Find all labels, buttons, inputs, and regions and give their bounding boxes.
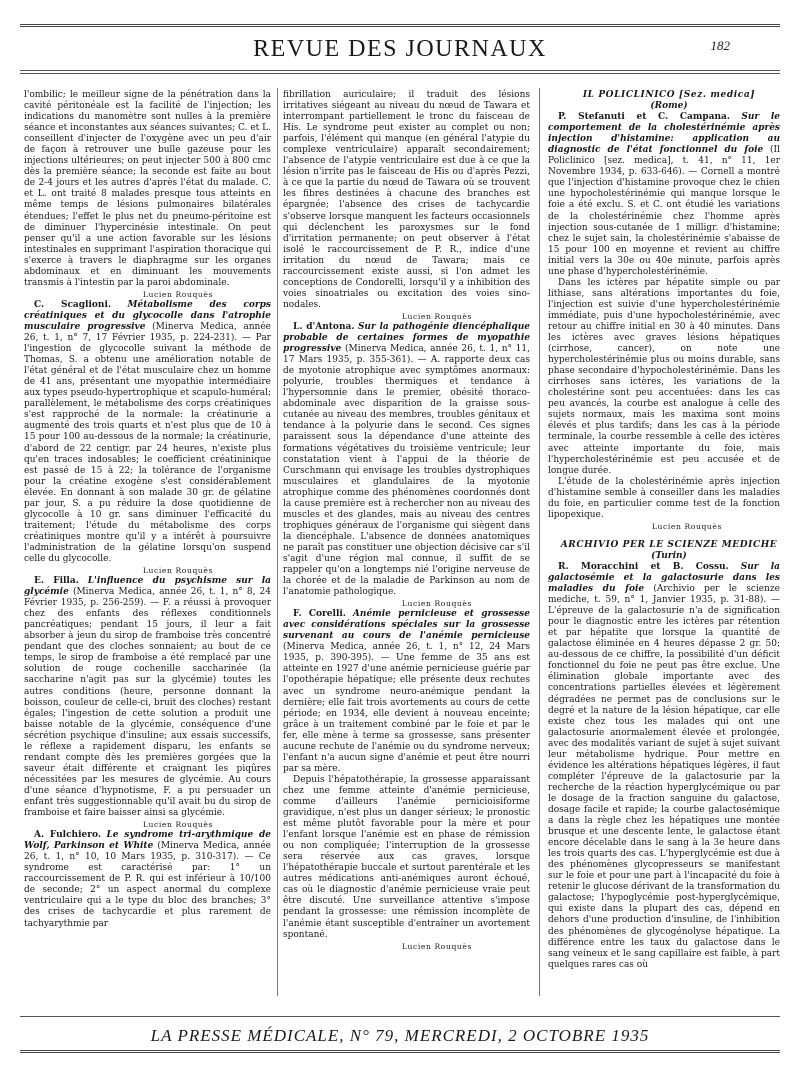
column-1 (24, 90, 271, 930)
article-author: A. Fulchiero. (34, 830, 101, 841)
article-reference: (Minerva Medica, année 26, t. 1, n° 10, 10 Mars 1935, p. 310-317). (24, 841, 271, 863)
journal-city: (Turin) (651, 550, 687, 561)
article-entry (283, 609, 530, 775)
article-title: L'influence du psychisme sur la glycémie (24, 576, 271, 598)
article-paragraph: Depuis l'hépatothérapie, la grossesse apparaissant chez une femme atteinte d'anémie pernicieuse, comme d'ailleurs l'anémie pernicioisiforme gravidique, n'est plus un danger sérieux; le pronostic est même plutôt favorable pour la mère et pour l'enfant lorsque l'anémie est en phase de rémission ou non compliquée; l'interruption de la grossesse sera réservée aux cas graves, lorsque l'hépatothérapie buccale et surtout parentérale et les autres médications anti-anémiques auront échoué, cas où le diagnostic d'anémie pernicieuse vraie peut être discuté. Une surveillance attentive s'impose pendant la grossesse: une rémission incomplète de l'anémie étant susceptible d'entraîner un avortement spontané. (283, 774, 530, 940)
signature: Lucien Rouquès (142, 289, 213, 299)
signature: Lucien Rouquès (142, 820, 213, 830)
article-title: Le syndrome tri-arythmique de Wolf, Parkinson et White (24, 830, 271, 852)
article-entry (283, 322, 530, 598)
article-author: P. Stefanuti et C. Campana. (558, 112, 730, 123)
article-author: R. Moracchini et B. Cossu. (558, 561, 729, 572)
article-body: — Par l'ingestion de glycocolle suivant la méthode de Thomas, S. a obtenu une amélioration notable de l'état général et de l'état musculaire chez un homme de 41 ans, présentant une myopathie intermédiaire aux types pseudo-hypertrophique et scapulo-huméral; parallèlement, le métabolisme des corps créatiniques s'est rapproché de la normale: la créatinurie a augmenté des trois quarts et n'est plus que de 10 à 15 pour 100 au-dessous de la normale; la créatinurie, d'abord de 22 centigr. par 24 heures, n'existe plus qu'en traces indosables; le coefficient créatininique est passé de 15 à 22; la tolérance de l'organisme pour la créatine exogène s'est considérablement élevée. En donnant à son malade 30 gr. de gélatine par jour, S. a pu réduire la dose quotidienne de glycocolle à 10 gr. sans diminuer l'efficacité du traitement; l'étude du métabolisme des corps créatiniques montre qu'il y a intérêt à poursuivre l'administration de la gélatine lorsqu'on suspend celle du glycocolle. (24, 333, 271, 564)
article-title: Sur le comportement de la cholestérinémie après injection d'histamine: application au diagnostic de l'état fonctionnel du foie (548, 112, 780, 156)
footer-rule (20, 1016, 780, 1017)
column-3 (548, 90, 780, 971)
header-rule-2 (20, 73, 780, 74)
article-body: — Ce syndrome est caractérisé par: 1° un raccourcissement de P. R. qui est inférieur à 10/100 de seconde; 2° un aspect anormal du complexe ventriculaire qui a le type du bloc des branches; 3° des crises de tachycardie et plus rarement de tachyarythmie par (24, 852, 271, 929)
journal-name: ARCHIVIO PER LE SCIENZE MEDICHE (560, 539, 778, 550)
article-author: C. Scaglioni. (34, 299, 111, 310)
article-entry (548, 112, 780, 278)
article-body: — F. a réussi à provoquer chez des enfants des réflexes conditionnels pancréatiques; pendant 15 jours, il leur a fait absorber à jeun du sirop de framboise très concentré pendant que des cloches sonnaient; au bout de ce temps, le sirop de framboise a été remplacé par une solution de rouge cochenille saccharinée (la saccharine n'agit pas sur la glycémie) toutes les autres conditions (heure, personne donnant la boisson, couleur de celle-ci, bruit des cloches) restant égales; l'ingestion de cette solution a produit une baisse notable de la glycémie, conséquence d'une sécrétion psychique d'insuline; aux essais successifs, le réflexe a rapidement disparu, les enfants se rendant compte dès les premières gorgées que la saveur était différente et craignant les piqûres nécessitées par les mesures de glycémie. Au cours d'une séance d'hypnotisme, F. a pu persuader un enfant très suggestionnable qu'il avait bu du sirop de framboise et faire baisser ainsi sa glycémie. (24, 598, 271, 819)
article-entry (548, 562, 780, 971)
column-divider (539, 88, 540, 996)
page-header (0, 36, 800, 64)
article-body: — Une femme de 35 ans est atteinte en 1927 d'une anémie pernicieuse guérie par l'opothérapie hépatique; elle présente deux rechutes avec un syndrome neuro-anémique pendant la dernière; elle fait trois avortements au cours de cette période; en 1934, elle devient à nouveau enceinte; grâce à un traitement combiné par le foie et par le fer, elle mène à terme sa grossesse, sans présenter aucune rechute de l'anémie ou du syndrome nerveux; l'enfant n'a aucun signe d'anémie et peut être nourri par sa mère. (283, 653, 530, 774)
article-title: Anémie pernicieuse et grossesse avec considérations spéciales sur la grossesse survenant au cours de l'anémie pernicieuse (283, 609, 530, 642)
signature: Lucien Rouquès (142, 566, 213, 576)
journal-city: (Rome) (650, 101, 688, 112)
column-2 (283, 90, 530, 952)
article-author: F. Corelli. (293, 609, 346, 620)
article-title: Sur la pathogénie diencéphalique probable de certaines formes de myopathie progressive (283, 321, 530, 355)
article-reference: (Minerva Medica, année 26, t. 1, n° 8, 24 Février 1935, p. 256-259). (24, 587, 271, 609)
article-body: — Cornell a montré que l'injection d'histamine provoque chez le chien une hypocholestérinémie qui manque lorsque le foie a été exclu. S. et C. ont étudié les variations de la cholestérinémie chez l'homme après injection sous-cutanée de 1 milligr. d'histamine; chez le sujet sain, la cholestérinémie s'abaisse de 15 pour 100 en moyenne et revient au chiffre initial vers la 30e ou 40e minute, parfois après une phase d'hypercholestérinémie. (548, 167, 780, 277)
continued-text: fibrillation auriculaire; il traduit des lésions irritatives siégeant au niveau du nœud de Tawara et interrompant partiellement le tronc du faisceau de His. Le syndrome peut exister au complet ou non; parfois, l'élément qui manque (en général l'atypie du complexe ventriculaire) apparaît secondairement; l'absence de l'atypie ventriculaire est due à ce que la lésion n'irrite pas le faisceau de His ou d'après Pezzi, à ce que la partie du nœud de Tawara où se trouvent les fibres destinées à chacune des branches est épargnée; l'absence des crises de tachycardie s'observe lorsque manquent les facteurs occasionnels qui déclenchent les paroxysmes sur le fond d'irritation permanente; on peut observer à l'état isolé le raccourcissement de P. R., indice d'une irritation du nœud de Tawara; mais ce raccourcissement existe aussi, si l'on admet les conceptions de Condorelli, lorsqu'il y a inhibition des voies sinoatriales ou excitation des voies sino-nodales. (283, 90, 530, 310)
article-title: Métabolisme des corps créatiniques et du glycocolle dans l'atrophie musculaire progressive (24, 299, 271, 332)
article-entry (24, 830, 271, 929)
page-footer: LA PRESSE MÉDICALE, N° 79, MERCREDI, 2 OCTOBRE 1935 (150, 1026, 650, 1045)
column-divider (277, 88, 278, 996)
article-entry (24, 300, 271, 565)
article-author: L. d'Antona. (293, 321, 355, 332)
signature: Lucien Rouquès (401, 311, 472, 321)
article-reference: (Archivio per le scienze mediche, t. 59, n° 1, Janvier 1935, p. 31-88). (548, 584, 780, 606)
signature: Lucien Rouquès (651, 521, 722, 531)
article-paragraph: L'étude de la cholestérinémie après injection d'histamine semble à conseiller dans les maladies du foie, en particulier comme test de la fonction lipopexique. (548, 476, 780, 520)
page-title: REVUE DES JOURNAUX (253, 36, 547, 62)
header-rule (20, 70, 780, 71)
article-title: Sur la galactosémie et la galactosurie dans les maladies du foie (548, 561, 781, 595)
top-rule (20, 24, 780, 27)
continued-text: l'ombilic; le meilleur signe de la pénétration dans la cavité péritonéale est la facilité de l'injection; les indications du manomètre sont nulles à la première séance et inconstantes aux séances suivantes; C. et L. conseillent d'injecter de l'oxygène avec un peu d'air de façon à retrouver une bulle gazeuse pour les injections ultérieures; on peut injecter 500 à 800 cmc dès la première séance; la seconde est faite au bout de 2-4 jours et les autres d'après l'état du malade. C. et L. ont traité 8 malades presque tous atteints en même temps de lésions pulmonaires bilatérales étendues; l'effet le plus net du pneumo-péritoine est de diminuer l'hypercinésie intestinale. On peut penser qu'il a une action favorable sur les lésions intestinales en supprimant l'aspiration thoracique qui s'exerce à travers le diaphragme sur les organes abdominaux et en diminuant les mouvements transmis à l'intestin par la paroi abdominale. (24, 90, 271, 288)
article-reference: (Il Policlinico [sez. medica], t. 41, n° 11, 1er Novembre 1934, p. 633-646). (548, 145, 780, 178)
article-body: — L'épreuve de la galactosurie n'a de signification pour le diagnostic entre les ictères par rétention et par hépatite que lorsque la quantité de galactose éliminée en 4 heures dépasse 2 gr. 50; au-dessous de ce chiffre, la possibilité d'un déficit fonctionnel du foie ne peut pas être exclue. Une élimination globale importante avec des concentrations partielles élevées et légèrement dégradées ne permet pas de conclusions sur le degré et la nature de la lésion hépatique, car elle existe chez tous les malades qui ont une galactosurie anormalement élevée et prolongée, avec des modalités variant de sujet à sujet suivant leur métabolisme hydrique. Pour mettre en évidence les altérations hépatiques légères, il faut compléter l'épreuve de la galactosurie par la recherche de la réaction hyperglycémique ou par le dosage de la fraction sanguine du galactose, dosage facile et rapide; la courbe galactosémique a dans la règle chez les hépatiques une montée brusque et une descente lente, le galactose étant encore décelable dans le sang à la 3e heure dans les trois quarts des cas. L'hyperglycémie est due à des phénomènes glycopresseurs se manifestant sur le foie et pour une part à l'incapacité du foie à retenir le glucose dérivant de la transformation du galactose; l'hypoglycémie post-hyperglycémique, qui existe dans la plupart des cas, dépend en dehors d'une production d'insuline, de l'inhibition des phénomènes de glycogénolyse hépatique. La différence entre les taux du galactose dans le sang veineux et le sang capillaire est faible, à part quelques rares cas où (548, 595, 781, 970)
journal-name: IL POLICLINICO [Sez. medica] (582, 90, 756, 100)
article-entry (24, 576, 271, 819)
article-author: E. Filla. (34, 576, 79, 587)
bottom-rule (20, 1050, 780, 1053)
signature: Lucien Rouquès (401, 599, 472, 609)
article-reference: (Minerva Medica, année 26, t. 1, n° 12, 24 Mars 1935, p. 390-395). (283, 642, 530, 664)
signature: Lucien Rouquès (401, 941, 472, 951)
article-paragraph: Dans les ictères par hépatite simple ou par lithiase, sans altérations importantes du foie, l'injection est suivie d'une hypercholestérinémie immédiate, puis d'une hypocholestérinémie, avec retour au chiffre initial en 30 à 40 minutes. Dans les ictères avec graves lésions hépatiques (cirrhose, cancer), on note une hypercholestérinémie plus ou moins durable, sans phase secondaire d'hypocholestérinémie. Dans les cirrhoses sans ictères, les variations de la cholestérine sont peu accentuées: dans les cas peu avancés, la courbe est analogue à celle des sujets normaux, mais les maxima sont moins élevés et plus tardifs; dans les cas à la période terminale, la courbe ressemble à celle des ictères avec atteinte importante du foie, mais l'hypercholestérinémie est peu accusée et de longue durée. (548, 277, 780, 476)
article-body: — A. rapporte deux cas de myotonie atrophique avec symptômes anormaux: polyurie, troubles thermiques et tendance à l'hypersomnie dans le premier, obésité thoraco-abdominale avec disparition de la graisse sous-cutanée au niveau des membres, troubles génitaux et tendance à la polyurie dans le second. Ces signes paraissent sous la dépendance d'une atteinte des formations végétatives du troisième ventricule; leur constatation vient à l'appui de la théorie de Curschmann qui envisage les troubles dystrophiques musculaires et glandulaires de la myotonie atrophique comme des phénomènes coordonnés dont la cause première est à rechercher non au niveau des muscles et des glandes, mais au niveau des centres trophiques généraux de l'organisme qui siègent dans la diencéphale. L'absence de données anatomiques ne paraît pas constituer une objection décisive car s'il s'agit d'une région mal connue, il suffit de se rappeler qu'on a longtemps nié l'origine nerveuse de la chorée et de la maladie de Parkinson au nom de l'anatomie pathologique. (283, 355, 530, 598)
article-reference: (Minerva Medica, année 26, t. 1, n° 11, 17 Mars 1935, p. 355-361). (283, 344, 530, 366)
page-number: 182 (710, 38, 730, 53)
article-reference: (Minerva Medica, année 26, t. 1, n° 7, 17 Février 1935, p. 224-231). (24, 321, 271, 344)
